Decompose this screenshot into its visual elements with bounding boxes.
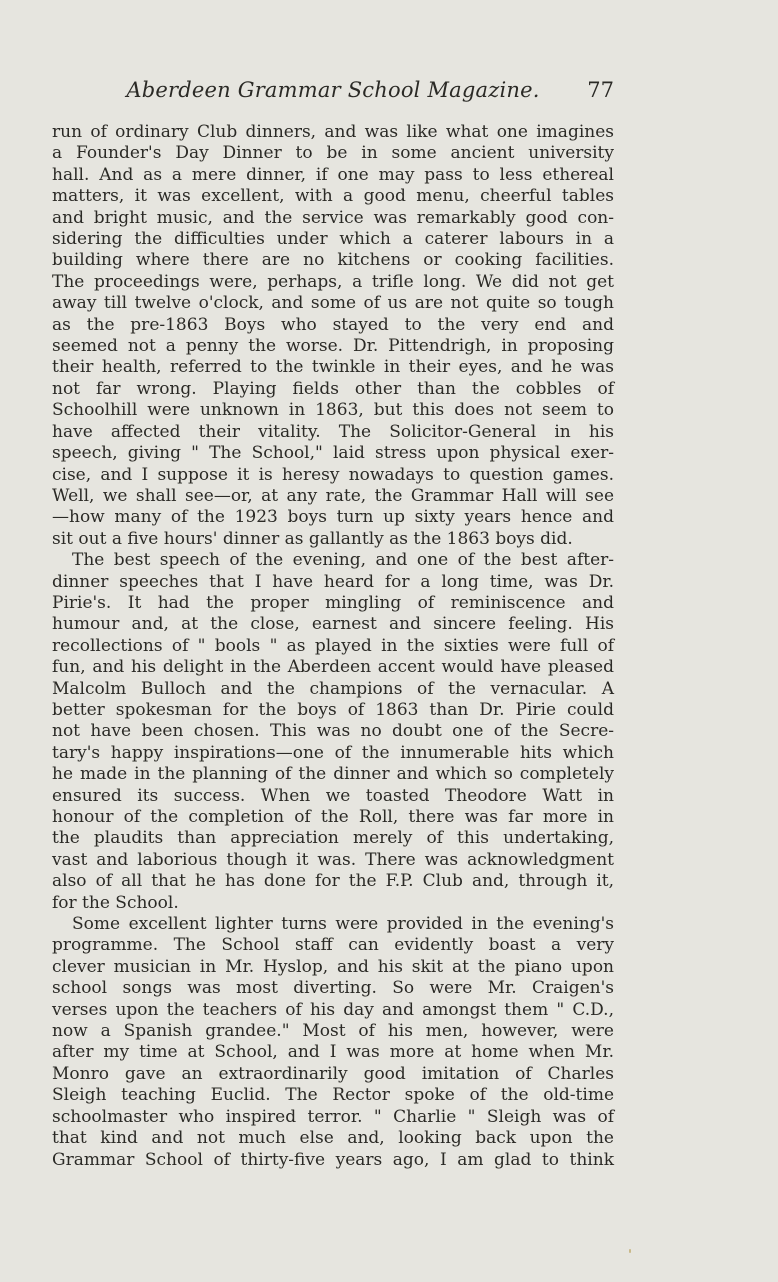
text-line: The proceedings were, perhaps, a trifle long. We did not get bbox=[52, 271, 614, 292]
text-line: fun, and his delight in the Aberdeen accent would have pleased bbox=[52, 657, 614, 678]
text-line: hall. And as a mere dinner, if one may pass to less ethereal bbox=[52, 164, 614, 185]
text-line: Well, we shall see—or, at any rate, the Grammar Hall will see bbox=[52, 485, 614, 506]
text-line: and bright music, and the service was remarkably good con- bbox=[52, 207, 614, 228]
text-line: for the School. bbox=[52, 892, 179, 913]
text-line: have affected their vitality. The Solicitor-General in his bbox=[52, 421, 614, 442]
text-line: cise, and I suppose it is heresy nowadays to question games. bbox=[52, 464, 614, 485]
text-line: Grammar School of thirty-five years ago, I am glad to think bbox=[52, 1149, 614, 1170]
text-line: —how many of the 1923 boys turn up sixty years hence and bbox=[52, 507, 614, 528]
text-line: Some excellent lighter turns were provided in the evening's bbox=[72, 914, 614, 935]
text-line: verses upon the teachers of his day and amongst them " C.D., bbox=[52, 999, 614, 1020]
text-line: a Founder's Day Dinner to be in some ancient university bbox=[52, 143, 614, 164]
text-line: he made in the planning of the dinner and which so completely bbox=[52, 764, 614, 785]
paragraph bbox=[52, 122, 614, 550]
text-line: away till twelve o'clock, and some of us are not quite so tough bbox=[52, 293, 614, 314]
text-line: that kind and not much else and, looking back upon the bbox=[52, 1128, 614, 1149]
text-line: after my time at School, and I was more at home when Mr. bbox=[52, 1042, 614, 1063]
text-line: not have been chosen. This was no doubt one of the Secre- bbox=[52, 721, 614, 742]
text-line: Monro gave an extraordinarily good imitation of Charles bbox=[52, 1063, 614, 1084]
paper-speck bbox=[629, 1249, 631, 1253]
text-line: Malcolm Bulloch and the champions of the vernacular. A bbox=[52, 678, 614, 699]
text-line: Sleigh teaching Euclid. The Rector spoke of the old-time bbox=[52, 1085, 614, 1106]
text-line: also of all that he has done for the F.P. Club and, through it, bbox=[52, 871, 614, 892]
text-line: run of ordinary Club dinners, and was like what one imagines bbox=[52, 122, 614, 142]
paragraph bbox=[52, 550, 614, 914]
text-line: sit out a five hours' dinner as gallantly as the 1863 boys did. bbox=[52, 528, 573, 549]
text-line: humour and, at the close, earnest and sincere feeling. His bbox=[52, 614, 614, 635]
text-line: clever musician in Mr. Hyslop, and his skit at the piano upon bbox=[52, 956, 614, 977]
text-line: Schoolhill were unknown in 1863, but this does not seem to bbox=[52, 400, 614, 421]
text-line: not far wrong. Playing fields other than the cobbles of bbox=[52, 378, 614, 399]
text-line: recollections of " bools " as played in the sixties were full of bbox=[52, 635, 614, 656]
text-line: Pirie's. It had the proper mingling of reminiscence and bbox=[52, 592, 614, 613]
text-line: dinner speeches that I have heard for a long time, was Dr. bbox=[52, 571, 614, 592]
text-line: school songs was most diverting. So were Mr. Craigen's bbox=[52, 978, 614, 999]
text-line: better spokesman for the boys of 1863 than Dr. Pirie could bbox=[52, 699, 614, 720]
text-line: vast and laborious though it was. There was acknowledgment bbox=[52, 849, 614, 870]
text-line: tary's happy inspirations—one of the innumerable hits which bbox=[52, 742, 614, 763]
paragraph bbox=[52, 914, 614, 1171]
text-line: ensured its success. When we toasted Theodore Watt in bbox=[52, 785, 614, 806]
text-line: schoolmaster who inspired terror. " Charlie " Sleigh was of bbox=[52, 1106, 614, 1127]
running-title: Aberdeen Grammar School Magazine. bbox=[126, 78, 540, 102]
text-line: speech, giving " The School," laid stress upon physical exer- bbox=[52, 443, 614, 464]
page-number: 77 bbox=[587, 78, 614, 102]
text-line: their health, referred to the twinkle in their eyes, and he was bbox=[52, 357, 614, 378]
running-head bbox=[52, 78, 614, 108]
text-line: programme. The School staff can evidently boast a very bbox=[52, 935, 614, 956]
body-text bbox=[52, 122, 614, 1171]
text-line: matters, it was excellent, with a good menu, cheerful tables bbox=[52, 186, 614, 207]
text-line: honour of the completion of the Roll, there was far more in bbox=[52, 807, 614, 827]
text-line: the plaudits than appreciation merely of this undertaking, bbox=[52, 828, 614, 849]
text-line: building where there are no kitchens or cooking facilities. bbox=[52, 250, 614, 271]
text-line: now a Spanish grandee." Most of his men, however, were bbox=[52, 1021, 614, 1042]
text-line: sidering the difficulties under which a caterer labours in a bbox=[52, 229, 614, 250]
text-line: seemed not a penny the worse. Dr. Pittendrigh, in proposing bbox=[52, 336, 614, 357]
text-line: The best speech of the evening, and one of the best after- bbox=[72, 550, 614, 571]
text-line: as the pre-1863 Boys who stayed to the very end and bbox=[52, 314, 614, 335]
